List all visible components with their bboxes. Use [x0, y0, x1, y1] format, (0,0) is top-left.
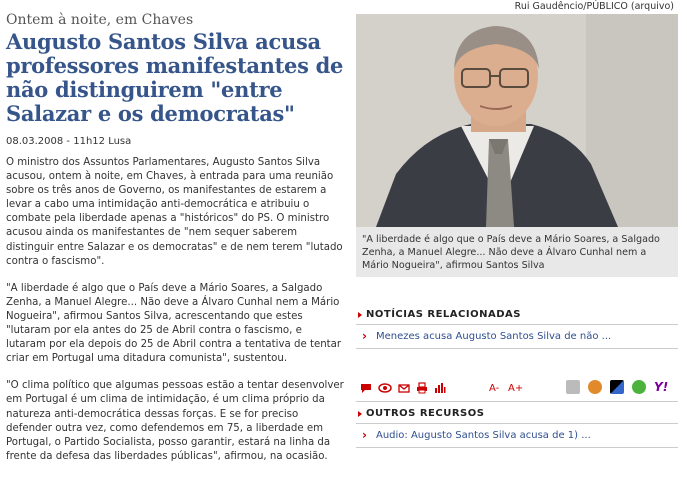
text-smaller-button[interactable]: A-: [489, 383, 500, 394]
portrait-illustration: [356, 14, 678, 227]
print-icon[interactable]: [416, 382, 428, 398]
article-dateline: 08.03.2008 - 11h12 Lusa: [6, 136, 132, 147]
view-icon[interactable]: [378, 382, 392, 398]
related-news-title: NOTÍCIAS RELACIONADAS: [356, 305, 678, 325]
email-icon[interactable]: [398, 382, 410, 398]
related-news-section: [356, 305, 678, 349]
other-resources-section: [356, 404, 678, 448]
other-resources-link[interactable]: › Audio: Augusto Santos Silva acusa de 1) ...: [356, 424, 678, 448]
article-paragraph: O ministro dos Assuntos Parlamentares, Augusto Santos Silva acusou, ontem à noite, em Chaves, à entrada para uma reunião sobre os três anos de Governo, os manifestantes de estarem a levar a cabo uma intimidação anti-democrática e atribuiu o combate pela liberdade apenas a "históricos" do PS. O ministro acusou ainda os manifestantes de "nem sequer saberem distinguir entre Salazar e os democratas" e de nem terem "lutado contra o fascismo".: [6, 157, 343, 267]
comment-icon[interactable]: [360, 382, 372, 398]
article-kicker: Ontem à noite, em Chaves: [6, 12, 194, 28]
article-toolbar: [356, 379, 678, 402]
article-headline: Augusto Santos Silva acusa professores manifestantes de não distinguirem "entre Salazar e os democratas": [6, 29, 344, 126]
yahoo-icon[interactable]: Y!: [654, 380, 669, 394]
social-icon-3[interactable]: [610, 380, 624, 394]
article-photo: [356, 14, 678, 227]
article-paragraph: "O clima político que algumas pessoas estão a tentar desenvolver em Portugal é um clima de intimidação, é um clima próprio da natureza anti-democrática dessas forças. E se for preciso defender outra vez, como defendemos em 75, a liberdade em Portugal, o Partido Socialista, posso garantir, estará na linha da frente da defesa das liberdades públicas", afirmou, na ocasião.: [6, 380, 344, 462]
social-icon-2[interactable]: [588, 380, 602, 394]
text-larger-button[interactable]: A+: [508, 383, 524, 394]
social-icon-1[interactable]: [566, 380, 580, 394]
social-icon-4[interactable]: [632, 380, 646, 394]
photo-caption: "A liberdade é algo que o País deve a Mário Soares, a Salgado Zenha, a Manuel Alegre... Não deve a Álvaro Cunhal nem a Mário Nogueira", afirmou Santos Silva: [356, 227, 678, 277]
sidebar-column: [356, 0, 678, 448]
related-news-link[interactable]: › Menezes acusa Augusto Santos Silva de não ...: [356, 325, 678, 349]
article-column: [6, 10, 344, 477]
photo-credit: Rui Gaudêncio/PÚBLICO (arquivo): [514, 1, 674, 12]
other-resources-title: OUTROS RECURSOS: [356, 404, 678, 424]
stats-icon[interactable]: [434, 382, 446, 398]
article-paragraph: "A liberdade é algo que o País deve a Mário Soares, a Salgado Zenha, a Manuel Alegre... Não deve a Álvaro Cunhal nem a Mário Nogueira", afirmou Santos Silva, acrescentando que estes "lutaram por ela antes do 25 de Abril contra o fascismo, e lutaram por ela depois do 25 de Abril contra a tentativa de tentar criar em Portugal uma ditadura comunista", sustentou.: [6, 282, 342, 365]
